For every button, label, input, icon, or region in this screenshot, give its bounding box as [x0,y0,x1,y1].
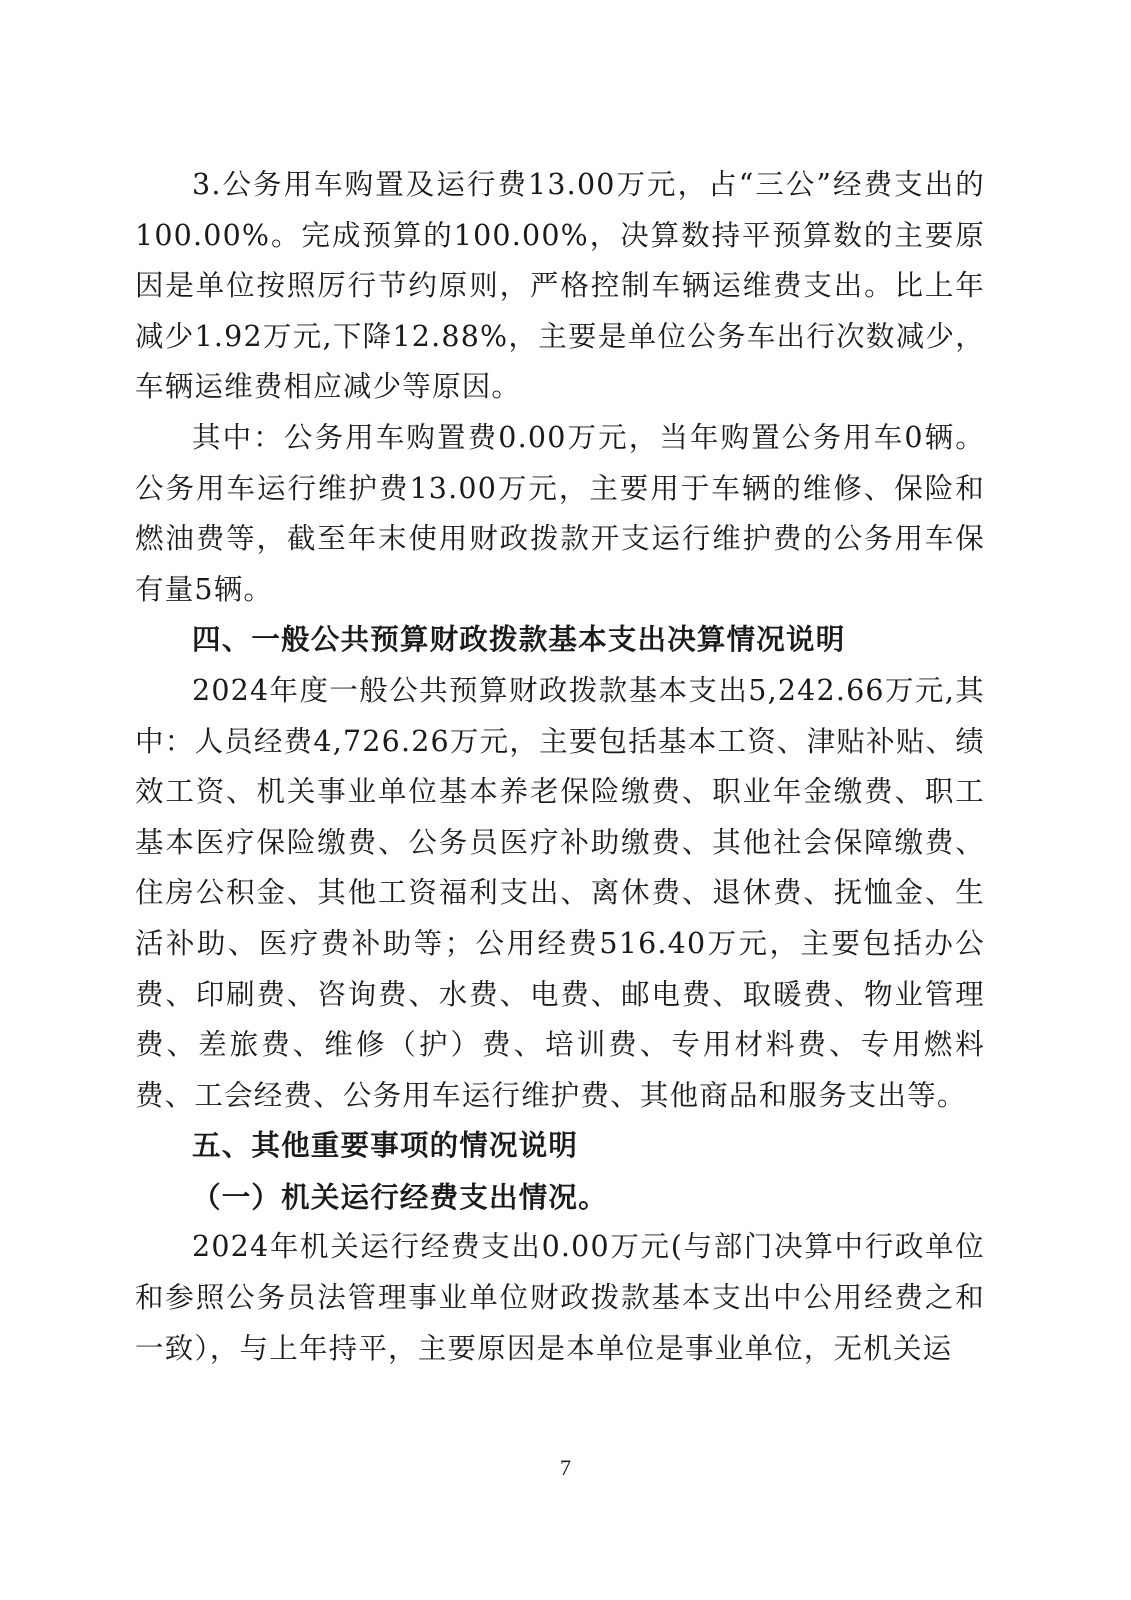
document-body [135,160,985,1374]
subsection-heading-5-1: （一）机关运行经费支出情况。 [192,1179,608,1214]
paragraph-basic-expenditure: 2024年度一般公共预算财政拨款基本支出5,242.66万元,其中：人员经费4,726.26万元，主要包括基本工资、津贴补贴、绩效工资、机关事业单位基本养老保险缴费、职业年金缴费、职工基本医疗保险缴费、公务员医疗补助缴费、其他社会保障缴费、住房公积金、其他工资福利支出、离休费、退休费、抚恤金、生活补助、医疗费补助等；公用经费516.40万元，主要包括办公费、印刷费、咨询费、水费、电费、邮电费、取暖费、物业管理费、差旅费、维修（护）费、培训费、专用材料费、专用燃料费、工会经费、公务用车运行维护费、其他商品和服务支出等。 [135,673,985,1112]
paragraph-vehicle-expense: 3.公务用车购置及运行费13.00万元，占“三公”经费支出的100.00%。完成预算的100.00%，决算数持平预算数的主要原因是单位按照厉行节约原则，严格控制车辆运维费支出。比上年减少1.92万元,下降12.88%，主要是单位公务车出行次数减少，车辆运维费相应减少等原因。 [135,168,985,404]
section-heading-4: 四、一般公共预算财政拨款基本支出决算情况说明 [192,623,846,657]
paragraph-vehicle-detail: 其中：公务用车购置费0.00万元，当年购置公务用车0辆。公务用车运行维护费13.00万元，主要用于车辆的维修、保险和燃油费等，截至年末使用财政拨款开支运行维护费的公务用车保有量5辆。 [135,420,985,606]
section-heading-5: 五、其他重要事项的情况说明 [192,1129,579,1163]
paragraph-operating-expense: 2024年机关运行经费支出0.00万元(与部门决算中行政单位和参照公务员法管理事业单位财政拨款基本支出中公用经费之和一致），与上年持平，主要原因是本单位是事业单位，无机关运 [135,1230,985,1365]
page-number: 7 [560,1455,571,1480]
